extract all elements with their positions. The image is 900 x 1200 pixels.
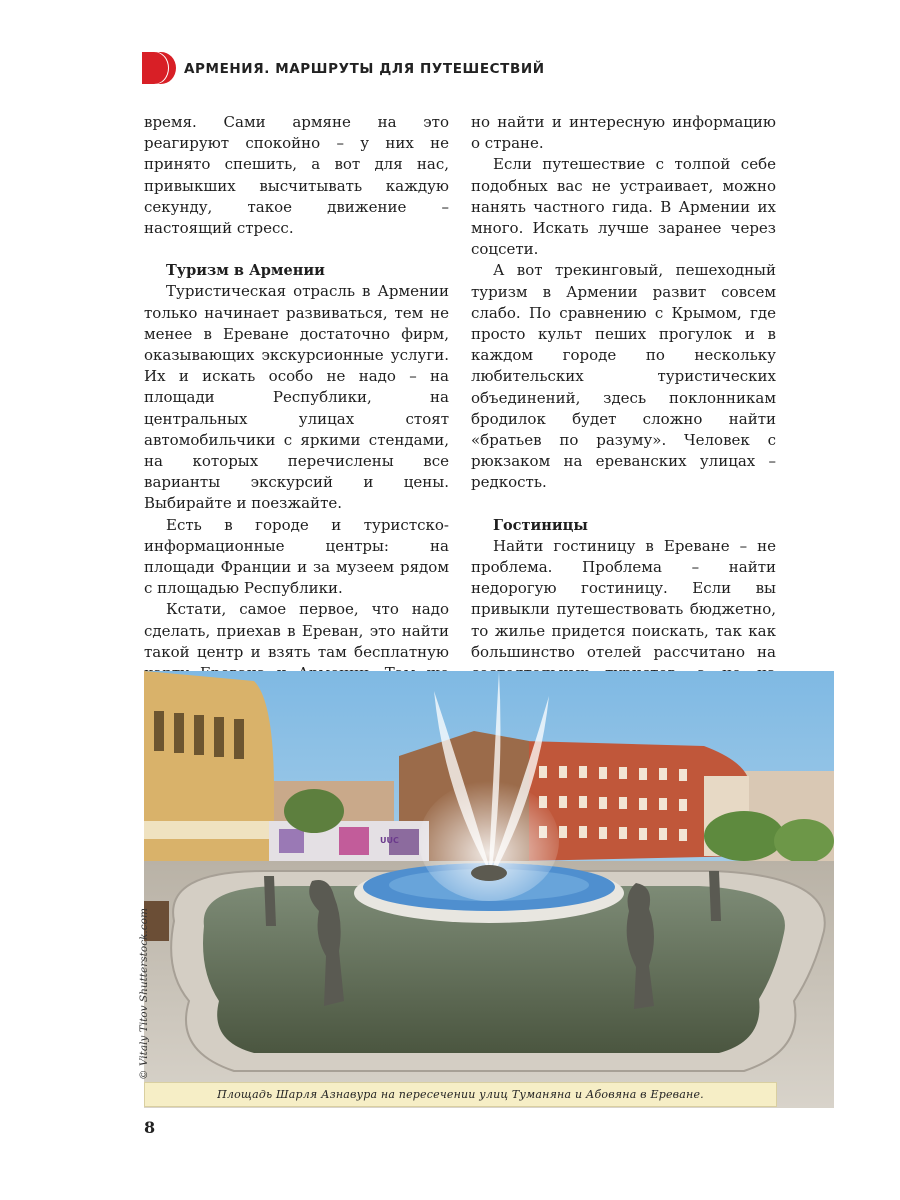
fountain-square-photo bbox=[144, 671, 834, 1108]
section-heading-hotels: Гостиницы bbox=[493, 516, 588, 534]
double-d-logo-icon bbox=[142, 52, 176, 84]
paragraph: Если путешествие с толпой себе подобных вас не устраивает, можно нанять частного гида. В Армении их много. Искать лучше заранее через соцсети. bbox=[471, 155, 776, 259]
paragraph: время. Сами армяне на это реагируют спокойно – у них не принято спешить, а вот для нас, привыкших высчитывать каждую секунду, такое движение – настоящий стресс. bbox=[144, 113, 449, 238]
right-column bbox=[471, 112, 776, 748]
paragraph: Туристическая отрасль в Армении только начинает развиваться, тем не менее в Ереване достаточно фирм, оказывающих экскурсионные услуги. Их и искать особо не надо – на площади Республики, на центральных улицах стоят автомобильчики с яркими стендами, на которых перечислены все варианты экскурсий и цены. Выбирайте и поезжайте. bbox=[144, 282, 449, 513]
photo-credit: © Vitaly Titov Shutterstock.com bbox=[138, 908, 150, 1080]
paragraph: Есть в городе и туристско-информационные центры: на площади Франции и за музеем рядом с площадью Республики. bbox=[144, 515, 449, 598]
left-column bbox=[144, 112, 449, 748]
section-heading-tourism: Туризм в Армении bbox=[166, 262, 325, 280]
paragraph: Кстати, самое первое, что надо сделать, приехав в Ереван, это найти такой центр и взять там бесплатную bbox=[144, 600, 449, 661]
paragraph: но найти и интересную информацию о стране. bbox=[471, 113, 776, 153]
page-number: 8 bbox=[144, 1118, 156, 1137]
paragraph: А вот трекинговый, пешеходный туризм в Армении развит совсем слабо. По сравнению с Крымом, где просто культ пеших прогулок и в каждом городе по нескольку любительских туристических объединений, здесь поклонникам бродилок будет сложно найти «братьев по разуму». Человек с рюкзаком на ереванских улицах – редкость. bbox=[471, 261, 776, 492]
running-header bbox=[142, 52, 545, 84]
paragraph: Найти гостиницу в Ереване – не проблема. Проблема – найти недорогую гостиницу. Если вы привыкли путешествовать бюджетно, то жилье придется поискать, так как большинство отелей рассчитано на bbox=[471, 536, 776, 661]
photo-caption: Площадь Шарля Азнавура на пересечении улиц Туманяна и Абовяна в Ереване. bbox=[144, 1082, 777, 1107]
header-title: АРМЕНИЯ. МАРШРУТЫ ДЛЯ ПУТЕШЕСТВИЙ bbox=[184, 61, 545, 77]
uuc-sign: UUC bbox=[380, 836, 399, 845]
